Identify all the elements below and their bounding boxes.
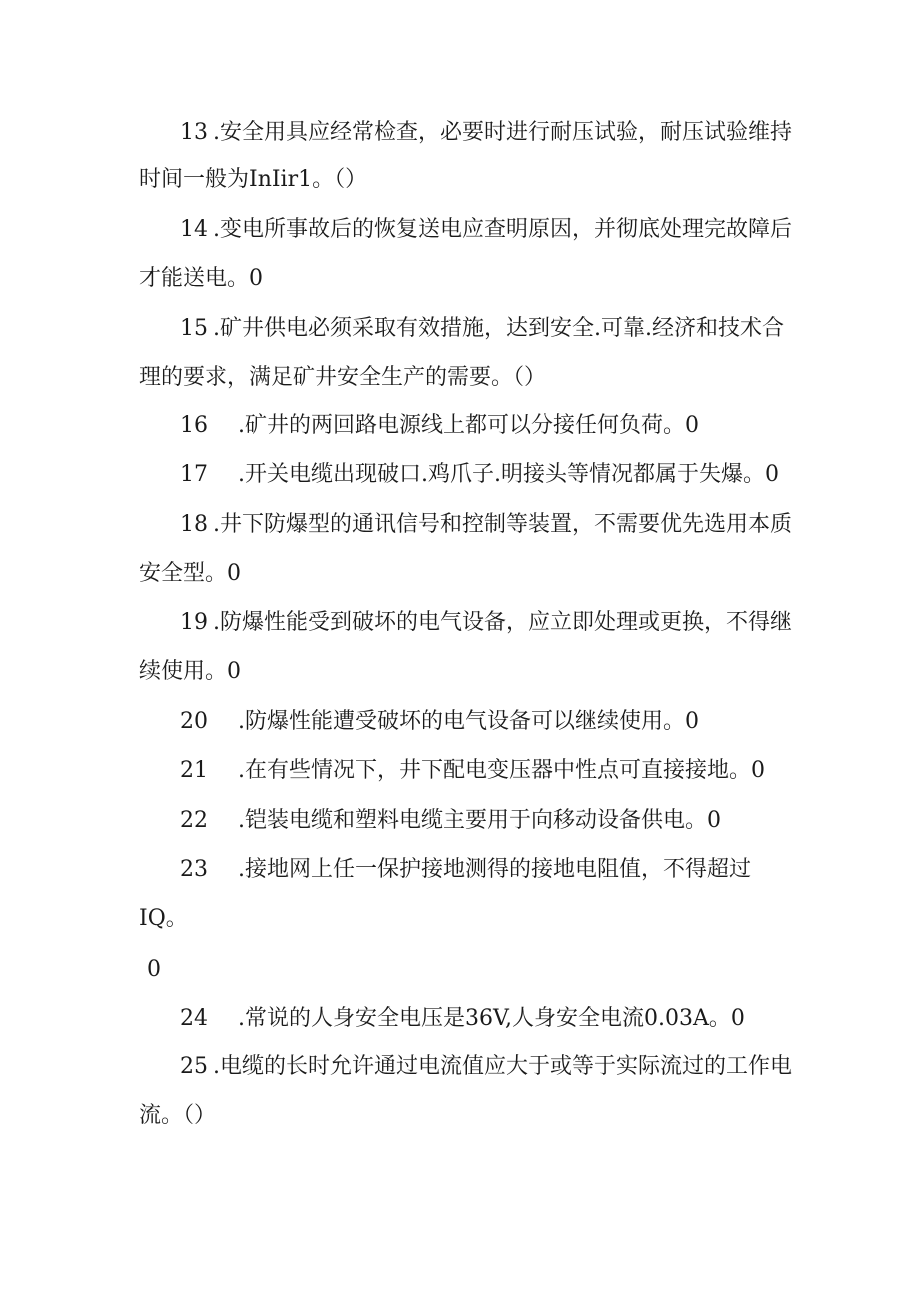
question-text: .防爆性能遭受破坏的电气设备可以继续使用。0 — [238, 709, 699, 734]
question-15-continuation: 理的要求，满足矿井安全生产的需要。（） — [139, 365, 547, 390]
question-text: .接地网上任一保护接地测得的接地电阻值，不得超过 — [238, 857, 751, 882]
question-text: .矿井供电必须采取有效措施，达到安全.可靠.经济和技术合 — [213, 316, 784, 341]
question-text: .开关电缆出现破口.鸡爪子.明接头等情况都属于失爆。0 — [238, 462, 779, 487]
question-text: .防爆性能受到破坏的电气设备，应立即处理或更换，不得继 — [213, 610, 792, 635]
question-number: 25 — [180, 1054, 208, 1079]
question-number: 18 — [180, 512, 208, 537]
question-number: 19 — [180, 610, 208, 635]
question-text: .矿井的两回路电源线上都可以分接任何负荷。0 — [238, 413, 699, 438]
question-number: 24 — [180, 1006, 208, 1031]
question-23-continuation: IQ。 — [139, 906, 188, 931]
question-text: .变电所事故后的恢复送电应查明原因，并彻底处理完故障后 — [213, 217, 792, 242]
question-number: 14 — [180, 217, 208, 242]
question-number: 22 — [180, 808, 208, 833]
question-number: 21 — [180, 758, 208, 783]
question-19-continuation: 续使用。0 — [139, 659, 241, 684]
question-23-answer-mark: 0 — [147, 957, 161, 982]
question-text: .安全用具应经常检查，必要时进行耐压试验，耐压试验维持 — [213, 120, 792, 145]
question-text: .常说的人身安全电压是36V,人身安全电流0.03A。0 — [238, 1006, 745, 1031]
question-25-continuation: 流。（） — [139, 1103, 217, 1128]
question-text: .在有些情况下，井下配电变压器中性点可直接接地。0 — [238, 758, 765, 783]
question-14-continuation: 才能送电。0 — [139, 266, 263, 291]
question-13-continuation: 时间一般为InIir1。（） — [139, 167, 368, 192]
question-text: .电缆的长时允许通过电流值应大于或等于实际流过的工作电 — [213, 1054, 792, 1079]
question-number: 15 — [180, 316, 208, 341]
question-number: 13 — [180, 120, 208, 145]
question-18-continuation: 安全型。0 — [139, 561, 241, 586]
question-number: 16 — [180, 413, 208, 438]
question-text: .铠装电缆和塑料电缆主要用于向移动设备供电。0 — [238, 808, 721, 833]
question-number: 20 — [180, 709, 208, 734]
question-number: 23 — [180, 857, 208, 882]
question-number: 17 — [180, 462, 208, 487]
question-text: .井下防爆型的通讯信号和控制等装置，不需要优先选用本质 — [213, 512, 792, 537]
